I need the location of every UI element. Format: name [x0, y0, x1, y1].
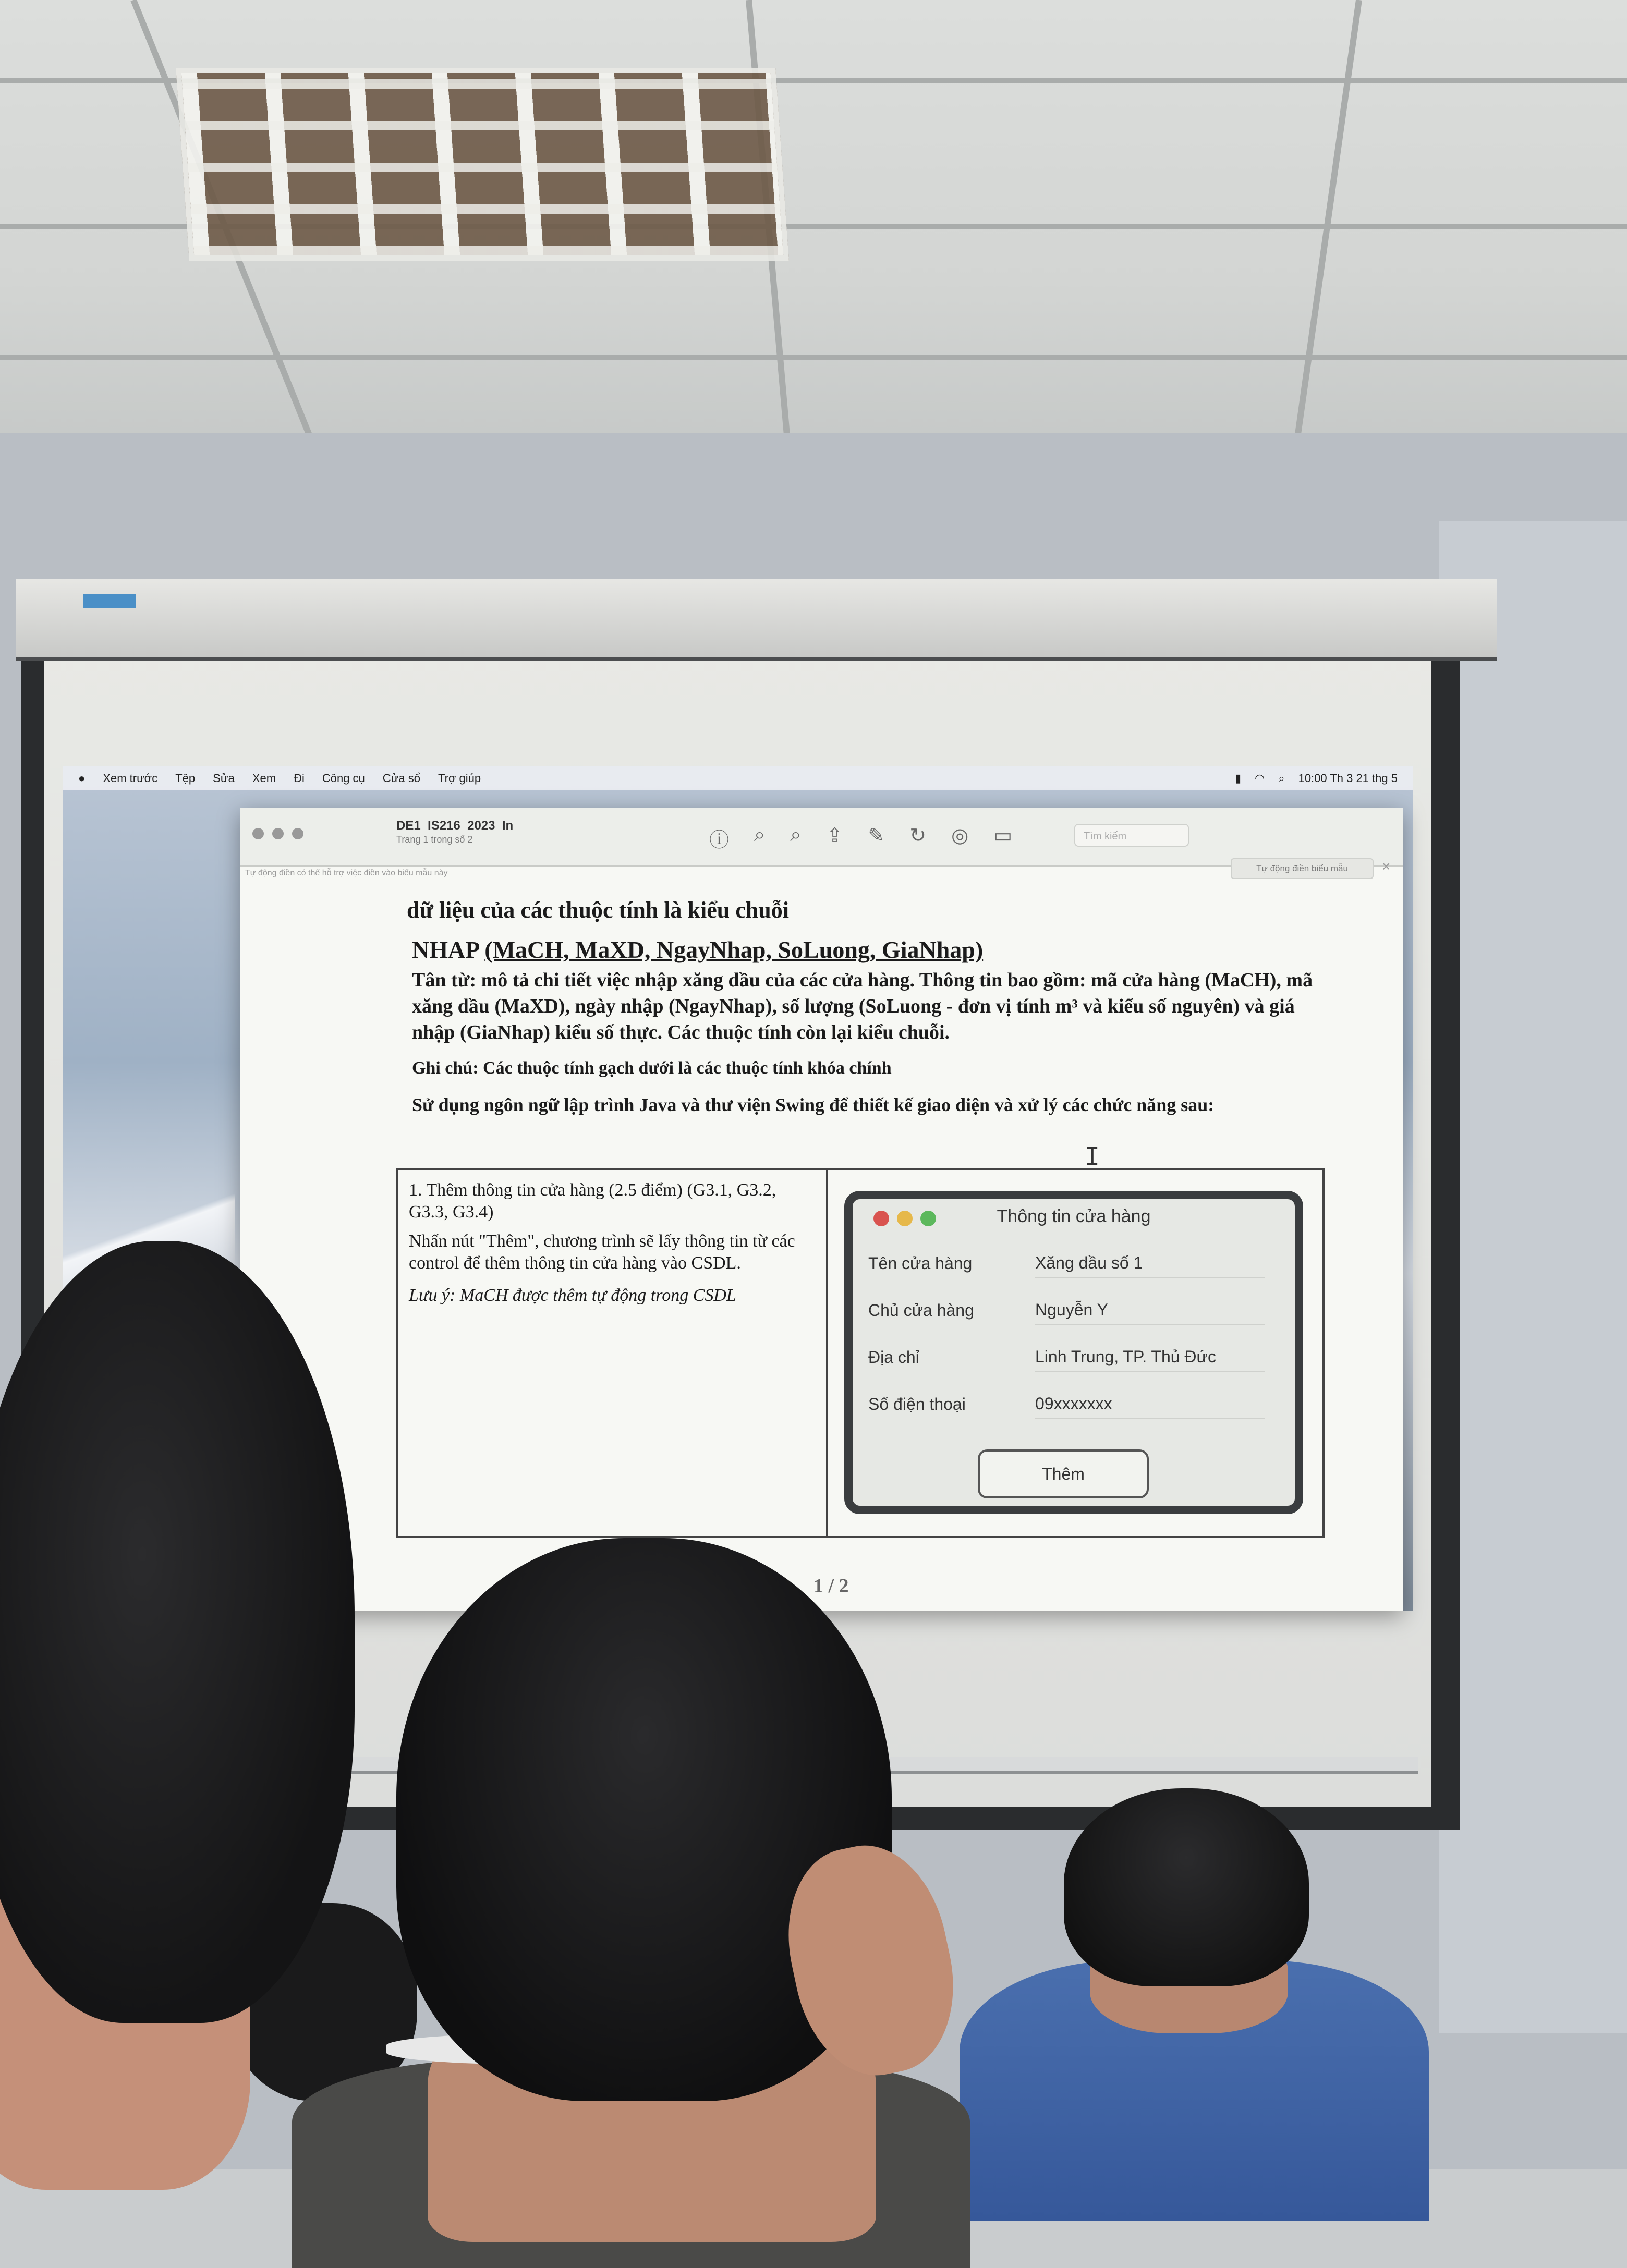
menu-item[interactable]: Xem: [252, 772, 276, 785]
whiteboard: [1439, 521, 1627, 2033]
menu-item[interactable]: Công cụ: [322, 772, 365, 785]
menu-item[interactable]: Xem trước: [103, 772, 158, 785]
search-input[interactable]: Tìm kiếm: [1074, 824, 1189, 847]
ceiling-grid-line: [1291, 0, 1362, 465]
page-indicator: 1 / 2: [814, 1575, 849, 1597]
field-label-phone: Số điện thoại: [868, 1395, 966, 1413]
preview-window: [240, 808, 1403, 1611]
apple-icon[interactable]: ●: [78, 772, 86, 785]
add-button[interactable]: Thêm: [978, 1449, 1149, 1498]
task-statement: Sử dụng ngôn ngữ lập trình Java và thư viện Swing để thiết kế giao diện và xử lý các chức năng sau:: [412, 1094, 1215, 1115]
zoom-out-icon[interactable]: ⌕: [754, 824, 766, 846]
primary-key-note: Ghi chú: Các thuộc tính gạch dưới là các thuộc tính khóa chính: [412, 1058, 892, 1078]
document-title: DE1_IS216_2023_In: [396, 819, 514, 833]
text-cursor-icon: I: [1085, 1142, 1100, 1171]
autofill-button[interactable]: Tự động điền biểu mẫu: [1231, 858, 1374, 879]
menu-item[interactable]: Sửa: [213, 772, 235, 785]
person-head: [1064, 1788, 1309, 1986]
field-label-address: Địa chỉ: [868, 1348, 919, 1367]
clock[interactable]: 10:00 Th 3 21 thg 5: [1298, 772, 1398, 785]
relation-attributes: (MaCH, MaXD, NgayNhap, SoLuong, GiaNhap): [484, 936, 984, 963]
annotate-icon[interactable]: ◎: [951, 825, 969, 847]
page-count: Trang 1 trong số 2: [396, 834, 473, 845]
phone-input[interactable]: 09xxxxxxx: [1035, 1389, 1265, 1419]
requirement-title: 1. Thêm thông tin cửa hàng (2.5 điểm) (G3.1, G3.2, G3.3, G3.4): [409, 1180, 776, 1222]
field-label-owner: Chủ cửa hàng: [868, 1301, 974, 1320]
owner-input[interactable]: Nguyễn Y: [1035, 1296, 1265, 1325]
screen-housing: [16, 579, 1497, 661]
wifi-icon[interactable]: ◠: [1255, 772, 1265, 785]
search-icon[interactable]: ⌕: [1278, 772, 1285, 785]
zoom-in-icon[interactable]: ⌕: [790, 824, 802, 846]
menu-bar: [63, 766, 1413, 790]
requirement-text: [409, 1179, 805, 1307]
address-input[interactable]: Linh Trung, TP. Thủ Đức: [1035, 1343, 1265, 1372]
ceiling-grid-line: [0, 355, 1627, 360]
relation-heading: [412, 936, 983, 964]
ceiling-light: [176, 68, 789, 261]
doc-line: dữ liệu của các thuộc tính là kiểu chuỗi: [407, 897, 789, 923]
field-label-store-name: Tên cửa hàng: [868, 1254, 973, 1273]
form-title: Thông tin cửa hàng: [997, 1206, 1151, 1226]
menu-item[interactable]: Cửa sổ: [382, 772, 420, 785]
screen-label-sticker: [83, 594, 136, 608]
document-page: [240, 808, 1403, 1611]
menu-item[interactable]: Đi: [294, 772, 305, 785]
close-hint-icon[interactable]: ×: [1382, 858, 1391, 874]
battery-icon[interactable]: ▮: [1234, 772, 1242, 785]
menu-item[interactable]: Trợ giúp: [438, 772, 481, 785]
autofill-hint: Tự động điền có thể hỗ trợ việc điền vào biểu mẫu này: [245, 869, 448, 877]
relation-description: Tân từ: mô tả chi tiết việc nhập xăng dầu của các cửa hàng. Thông tin bao gồm: mã cửa hàng (MaCH), mã xăng dầu (MaXD), ngày nhập (NgayNhap), số lượng (SoLuong - đơn vị tính m³ và kiểu số nguyên) và giá nhập (GiaNhap) kiểu số thực. Các thuộc tính còn lại kiểu chuỗi.: [412, 969, 1313, 1043]
status-area: [1235, 772, 1398, 785]
store-name-input[interactable]: Xăng dầu số 1: [1035, 1249, 1265, 1278]
ceiling: [0, 0, 1627, 469]
requirement-table: [396, 1168, 1325, 1538]
menu-item[interactable]: Tệp: [175, 772, 196, 785]
relation-name: NHAP: [412, 936, 479, 963]
store-info-form: [844, 1191, 1303, 1514]
form-icon[interactable]: ▭: [993, 825, 1013, 847]
table-divider: [826, 1170, 828, 1536]
share-icon[interactable]: ⇪: [826, 825, 843, 847]
requirement-body: Nhấn nút "Thêm", chương trình sẽ lấy thông tin từ các control để thêm thông tin cửa hàng vào CSDL.: [409, 1231, 795, 1273]
person-head: [0, 1241, 355, 2023]
markup-pen-icon[interactable]: ✎: [868, 825, 885, 847]
info-icon[interactable]: ⓘ: [709, 830, 730, 851]
requirement-note: Lưu ý: MaCH được thêm tự động trong CSDL: [409, 1286, 736, 1305]
rotate-icon[interactable]: ↻: [909, 825, 927, 847]
